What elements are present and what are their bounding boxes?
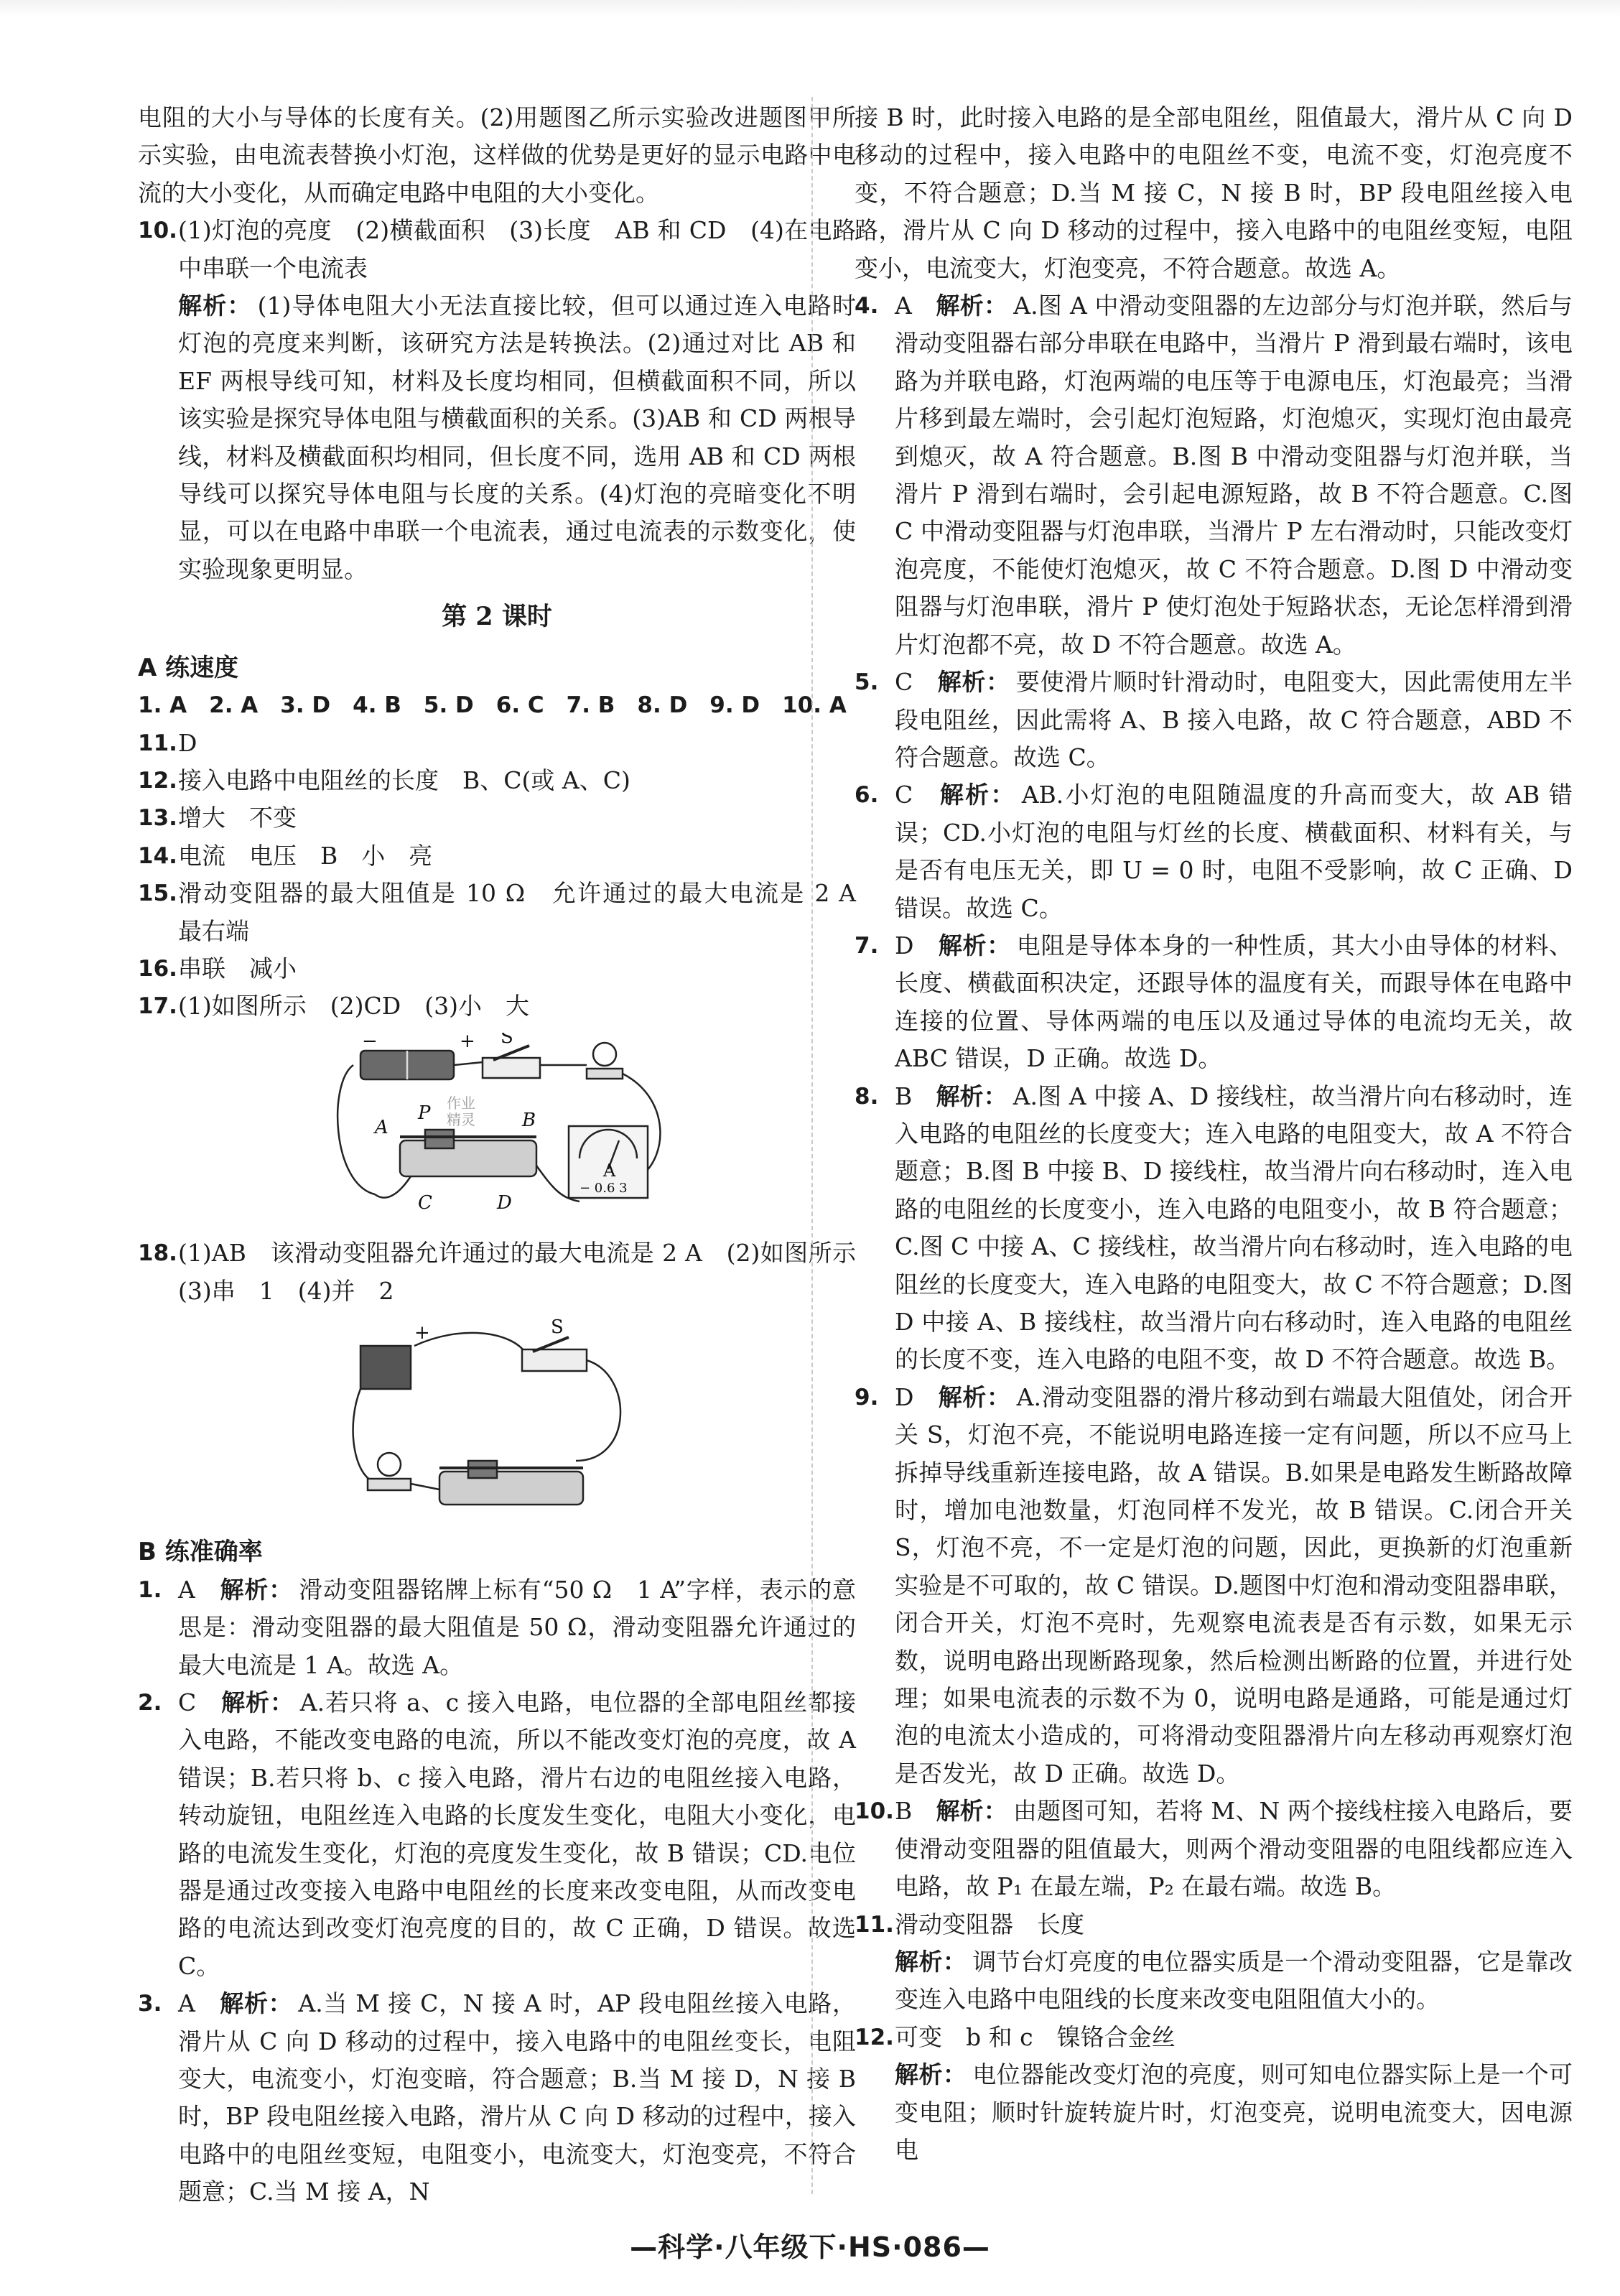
lesson-title: 第 2 课时: [442, 602, 552, 632]
left-column: [138, 99, 880, 2211]
rheostat-body: [400, 1140, 536, 1176]
b-q1: 1. A 解析： 滑动变阻器铭牌上标有“50 Ω 1 A”字样，表示的意思是：滑动变阻器的最大阻值是 50 Ω，滑动变阻器允许通过的最大电流是 1 A。故选 A。: [138, 1575, 857, 1679]
b-q2: 2. C 解析： A.若只将 a、c 接入电路，电位器的全部电阻丝都接入电路，不能改变电路的电流，所以不能改变灯泡的亮度，故 A 错误；B.若只将 b、c 接入电路，滑片右边的电阻丝接入电路，转动旋钮，电阻丝连入电路的长度发生变化，电阻大小变化，电路的电流发生变化，灯泡的亮度发生变化，故 B 错误；CD.电位器是通过改变接入电路中电阻丝的长度来改变电阻，从而改变电路的电流达到改变灯泡亮度的目的，故 C 正确，D 错误。故选 C。: [138, 1688, 857, 1980]
switch-base: [522, 1349, 587, 1371]
rheostat-slider: [425, 1130, 454, 1148]
b-q7: 7. D 解析： 电阻是导体本身的一种性质，其大小由导体的材料、长度、横截面积决定，还跟导体的温度有关，而跟导体在电路中连接的位置、导体两端的电压以及通过导体的电流均无关，故 ABC 错误，D 正确。故选 D。: [855, 931, 1573, 1073]
b-q11: 11. 滑动变阻器 长度 解析： 调节台灯亮度的电位器实质是一个滑动变阻器，它是靠改变连入电路中电阻线的长度来改变电阻阻值大小的。: [855, 1910, 1573, 2014]
b-q10: 10. B 解析： 由题图可知，若将 M、N 两个接线柱接入电路后，要使滑动变阻器的阻值最大，则两个滑动变阻器的电阻线都应连入电路，故 P₁ 在最左端，P₂ 在最右端。故选 B。: [855, 1797, 1573, 1901]
q3-continued: 接 B 时，此时接入电路的是全部电阻丝，阻值最大，滑片从 C 向 D 移动的过程中，接入电路中的电阻丝不变，电流不变，灯泡亮度不变，不符合题意；D.当 M 接 C，N 接 B 时，BP 段电阻丝接入电路，滑片从 C 向 D 移动的过程中，接入电路中的电阻丝变短，电阻变小，电流变大，灯泡变亮，不符合题意。故选 A。: [855, 103, 1573, 282]
terminal-b: B: [522, 1109, 536, 1131]
fig18-svg: [346, 1317, 662, 1518]
ammeter-terminals: − 0.6 3: [579, 1180, 628, 1196]
section-b-title: B 练准确率: [138, 1538, 263, 1567]
switch-label: S: [501, 1032, 513, 1048]
wire: [375, 1176, 411, 1198]
a-q11: 11. D: [138, 728, 197, 757]
switch-base: [483, 1058, 540, 1078]
scan-edge: [0, 0, 1620, 17]
b-q4: 4. A 解析： A.图 A 中滑动变阻器的左边部分与灯泡并联，然后与滑动变阻器右部分串联在电路中，当滑片 P 滑到最右端时，该电路为并联电路，灯泡两端的电压等于电源电压，灯泡最亮；当滑片移到最左端时，会引起灯泡短路，灯泡熄灭，实现灯泡由最亮到熄灭，故 A 符合题意。B.图 B 中滑动变阻器与灯泡并联，当滑片 P 滑到右端时，会引起电源短路，故 B 不符合题意。C.图 C 中滑动变阻器与灯泡串联，当滑片 P 左右滑动时，只能改变灯泡亮度，不能使灯泡熄灭，故 C 不符合题意。D.图 D 中滑动变阻器与灯泡串联，滑片 P 使灯泡处于短路状态，无论怎样滑到滑片灯泡都不亮，故 D 不符合题意。故选 A。: [855, 292, 1573, 659]
q10-number: 10.: [138, 218, 177, 244]
q10-item: [138, 212, 856, 588]
b-q6: 6. C 解析： AB.小灯泡的电阻随温度的升高而变大，故 AB 错误；CD.小灯泡的电阻与灯丝的长度、横截面积、材料有关，与是否有电压无关，即 U = 0 时，电阻不受影响，故 C 正确、D 错误。故选 C。: [855, 781, 1573, 922]
section-a-title: A 练速度: [138, 653, 239, 682]
fig18-circuit-diagram: [346, 1317, 856, 1529]
battery-plus: +: [460, 1032, 475, 1052]
a-q18: 18. (1)AB 该滑动变阻器允许通过的最大电流是 2 A (2)如图所示 (3)串 1 (4)并 2: [138, 1239, 880, 1305]
a-q16: 16. 串联 减小: [138, 954, 297, 982]
page-footer: —科学·八年级下·HS·086—: [630, 2231, 990, 2263]
q10-answer: (1)灯泡的亮度 (2)横截面积 (3)长度 AB 和 CD (4)在电路中串联一个电流表: [178, 216, 856, 282]
wire: [576, 1360, 620, 1461]
lamp-base: [587, 1069, 623, 1079]
fig17-circuit-diagram: [332, 1033, 856, 1230]
b-q3: 3. A 解析： A.当 M 接 C，N 接 A 时，AP 段电阻丝接入电路，滑片从 C 向 D 移动的过程中，接入电路中的电阻丝变长，电阻变大，电流变小，灯泡变暗，符合题意；B.当 M 接 D，N 接 B 时，BP 段电阻丝接入电路，滑片从 C 向 D 移动的过程中，接入电路中的电阻丝变短，电阻变小，电流变大，灯泡变亮，不符合题意；C.当 M 接 A，N: [138, 1989, 857, 2206]
a-q13: 13. 增大 不变: [138, 804, 297, 832]
b-q9: 9. D 解析： A.滑动变阻器的滑片移动到右端最大阻值处，闭合开关 S，灯泡不亮，不能说明电路连接一定有问题，所以不应马上拆掉导线重新连接电路，故 A 错误。B.如果是电路发生断路故障时，增加电池数量，灯泡同样不发光，故 B 错误。C.闭合开关 S，灯泡不亮，不一定是灯泡的问题，因此，更换新的灯泡重新实验是不可取的，故 C 错误。D.题图中灯泡和滑动变阻器串联，闭合开关，灯泡不亮时，先观察电流表是否有示数，如果无示数，说明电路出现断路现象，然后检测出断路的位置，并进行处理；如果电流表的示数不为 0，说明电路是通路，可能是通过灯泡的电流太小造成的，可将滑动变阻器滑片向左移动再观察灯泡是否发光，故 D 正确。故选 D。: [855, 1382, 1573, 1788]
a-q14: 14. 电流 电压 B 小 亮: [138, 841, 433, 870]
bulb: [378, 1453, 401, 1476]
ammeter-symbol: A: [603, 1160, 616, 1181]
watermark-line2: 精灵: [447, 1110, 475, 1128]
battery-plus: +: [414, 1321, 430, 1344]
jiexi-label: 解析：: [178, 292, 252, 320]
wire: [353, 1389, 375, 1482]
a-q15: 15. 滑动变阻器的最大阻值是 10 Ω 允许通过的最大电流是 2 A 最右端: [138, 879, 880, 945]
wire: [414, 1333, 526, 1353]
a-q12: 12. 接入电路中电阻丝的长度 B、C(或 A、C): [138, 766, 630, 794]
battery-minus: −: [362, 1032, 378, 1052]
slider-p: P: [418, 1102, 431, 1124]
fig17-svg: [332, 1033, 676, 1219]
b-q5: 5. C 解析： 要使滑片顺时针滑动时，电阻变大，因此需使用左半段电阻丝，因此需将 A、B 接入电路，故 C 符合题意，ABD 不符合题意。故选 C。: [855, 668, 1573, 771]
intro-text: 电阻的大小与导体的长度有关。(2)用题图乙所示实验改进题图甲所示实验，由电流表替换小灯泡，这样做的优势是更好的显示电路中电流的大小变化，从而确定电路中电阻的大小变化。: [138, 103, 856, 207]
b-q8: 8. B 解析： A.图 A 中接 A、D 接线柱，故当滑片向右移动时，连入电路的电阻丝的长度变大；连入电路的电阻变大，故 A 不符合题意；B.图 B 中接 B、D 接线柱，故当滑片向右移动时，连入电路的电阻丝的长度变小，连入电路的电阻变小，故 B 符合题意；C.图 C 中接 A、C 接线柱，故当滑片向右移动时，连入电路的电阻丝的长度变大，连入电路的电阻变大，故 C 不符合题意；D.图 D 中接 A、B 接线柱，故当滑片向右移动时，连入电路的电阻丝的长度不变，连入电路的电阻不变，故 D 不符合题意。故选 B。: [855, 1082, 1573, 1374]
terminal-a: A: [375, 1116, 388, 1138]
wire: [338, 1065, 375, 1194]
a-q17: 17. (1)如图所示 (2)CD (3)小 大: [138, 992, 529, 1021]
terminal-d: D: [497, 1191, 512, 1214]
wire: [411, 1484, 439, 1489]
battery-pack: [360, 1346, 411, 1389]
rheostat-body: [439, 1472, 583, 1505]
watermark-line1: 作业: [447, 1094, 475, 1112]
column-divider: [811, 97, 813, 2194]
a-answers-line: 1. A 2. A 3. D 4. B 5. D 6. C 7. B 8. D 9. D 10. A: [138, 692, 847, 719]
bulb: [593, 1043, 616, 1066]
switch-label: S: [551, 1316, 564, 1338]
b-q12: 12. 可变 b 和 c 镍铬合金丝 解析： 电位器能改变灯泡的亮度，则可知电位器实际上是一个可变电阻；顺时针旋转旋片时，灯泡变亮，说明电流变大，因电源电: [855, 2022, 1573, 2164]
q10-explanation: 解析： (1)导体电阻大小无法直接比较，但可以通过连入电路时灯泡的亮度来判断，该研究方法是转换法。(2)通过对比 AB 和 EF 两根导线可知，材料及长度均相同，但横截面积不同，所以该实验是探究导体电阻与横截面积的关系。(3)AB 和 CD 两根导线，材料及横截面积均相同，但长度不同，选用 AB 和 CD 两根导线可以探究导体电阻与长度的关系。(4)灯泡的亮暗变化不明显，可以在电路中串联一个电流表，通过电流表的示数变化，使实验现象更明显。: [178, 292, 856, 583]
right-column: [855, 99, 1573, 2169]
lamp-base: [368, 1479, 411, 1490]
terminal-c: C: [418, 1191, 432, 1214]
